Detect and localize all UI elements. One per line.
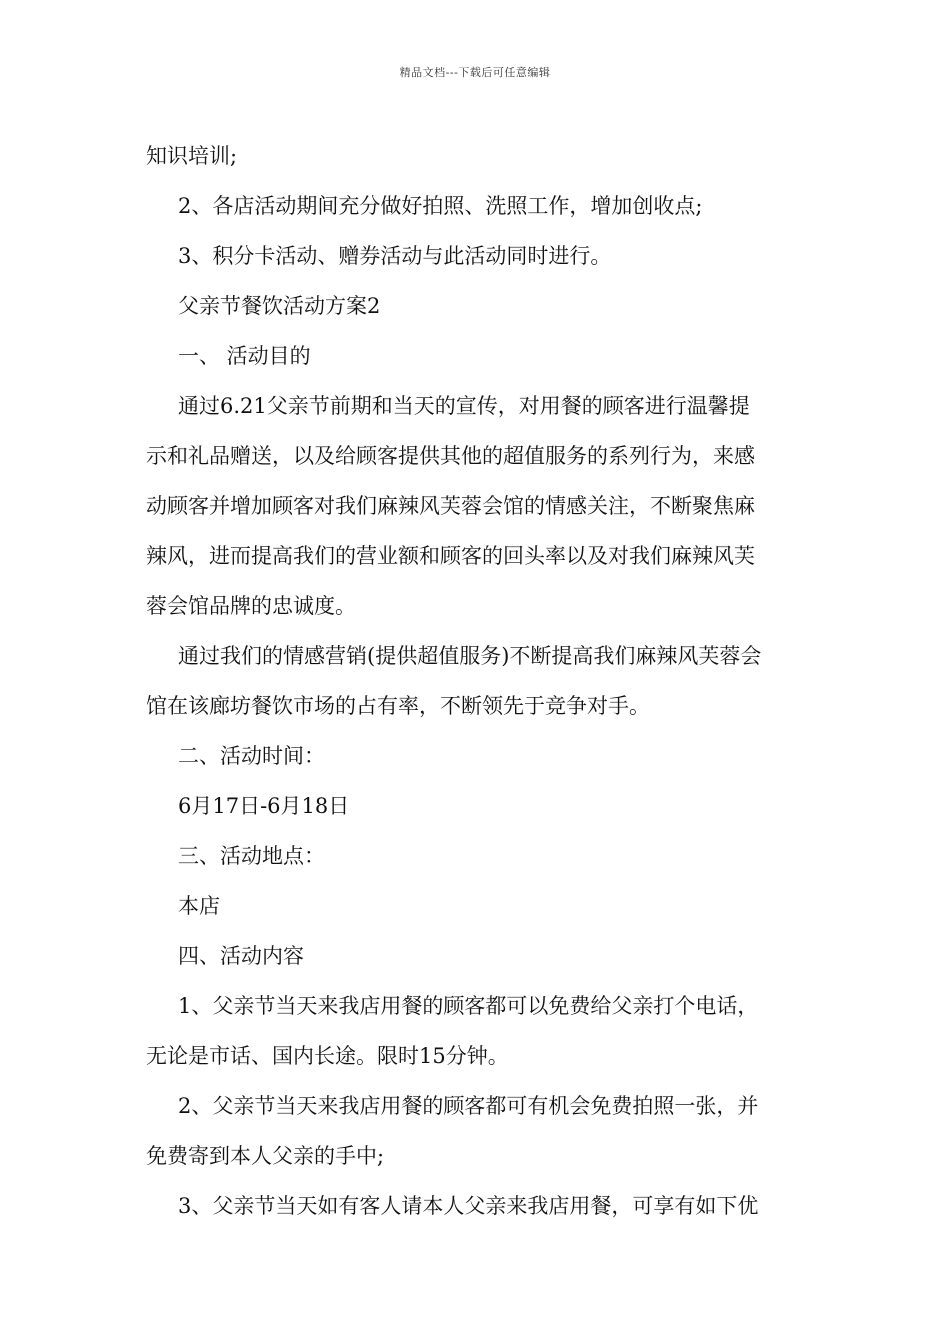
text-line: 免费寄到本人父亲的手中;: [146, 1144, 385, 1168]
text-line: 父亲节餐饮活动方案2: [178, 294, 381, 318]
paragraph: [146, 1181, 806, 1231]
text-line: 本店: [178, 894, 220, 918]
paragraph: [146, 281, 806, 331]
paragraph: [146, 381, 806, 631]
paragraph: [146, 831, 806, 881]
text-line: 6月17日-6月18日: [178, 794, 350, 818]
paragraph: [146, 931, 806, 981]
text-line: 1、父亲节当天来我店用餐的顾客都可以免费给父亲打个电话，: [178, 994, 759, 1018]
text-line: 四、活动内容: [178, 944, 304, 968]
text-line: 蓉会馆品牌的忠诚度。: [146, 594, 356, 618]
paragraph: [146, 331, 806, 381]
paragraph: [146, 181, 806, 231]
paragraph: [146, 981, 806, 1081]
text-line: 3、父亲节当天如有客人请本人父亲来我店用餐，可享有如下优: [178, 1194, 759, 1218]
paragraph: [146, 781, 806, 831]
text-line: 辣风，进而提高我们的营业额和顾客的回头率以及对我们麻辣风芙: [146, 544, 755, 568]
paragraph: [146, 731, 806, 781]
text-line: 一、 活动目的: [178, 344, 311, 368]
text-line: 无论是市话、国内长途。限时15分钟。: [146, 1044, 509, 1068]
text-line: 2、父亲节当天来我店用餐的顾客都可有机会免费拍照一张，并: [178, 1094, 759, 1118]
text-line: 知识培训;: [146, 144, 238, 168]
paragraph: [146, 231, 806, 281]
paragraph: [146, 881, 806, 931]
paragraph: [146, 631, 806, 731]
page-header: 精品文档---下载后可任意编辑: [399, 66, 551, 79]
text-line: 通过我们的情感营销(提供超值服务)不断提高我们麻辣风芙蓉会: [178, 644, 762, 668]
paragraph: [146, 1081, 806, 1181]
text-line: 动顾客并增加顾客对我们麻辣风芙蓉会馆的情感关注，不断聚焦麻: [146, 494, 755, 518]
text-line: 馆在该廊坊餐饮市场的占有率，不断领先于竞争对手。: [146, 694, 650, 718]
text-line: 三、活动地点：: [178, 844, 325, 868]
document-body: [146, 131, 806, 1231]
paragraph: [146, 131, 806, 181]
text-line: 2、各店活动期间充分做好拍照、洗照工作，增加创收点;: [178, 194, 703, 218]
text-line: 二、活动时间：: [178, 744, 325, 768]
text-line: 3、积分卡活动、赠券活动与此活动同时进行。: [178, 244, 612, 268]
text-line: 通过6.21父亲节前期和当天的宣传，对用餐的顾客进行温馨提: [178, 394, 750, 418]
text-line: 示和礼品赠送，以及给顾客提供其他的超值服务的系列行为，来感: [146, 444, 755, 468]
